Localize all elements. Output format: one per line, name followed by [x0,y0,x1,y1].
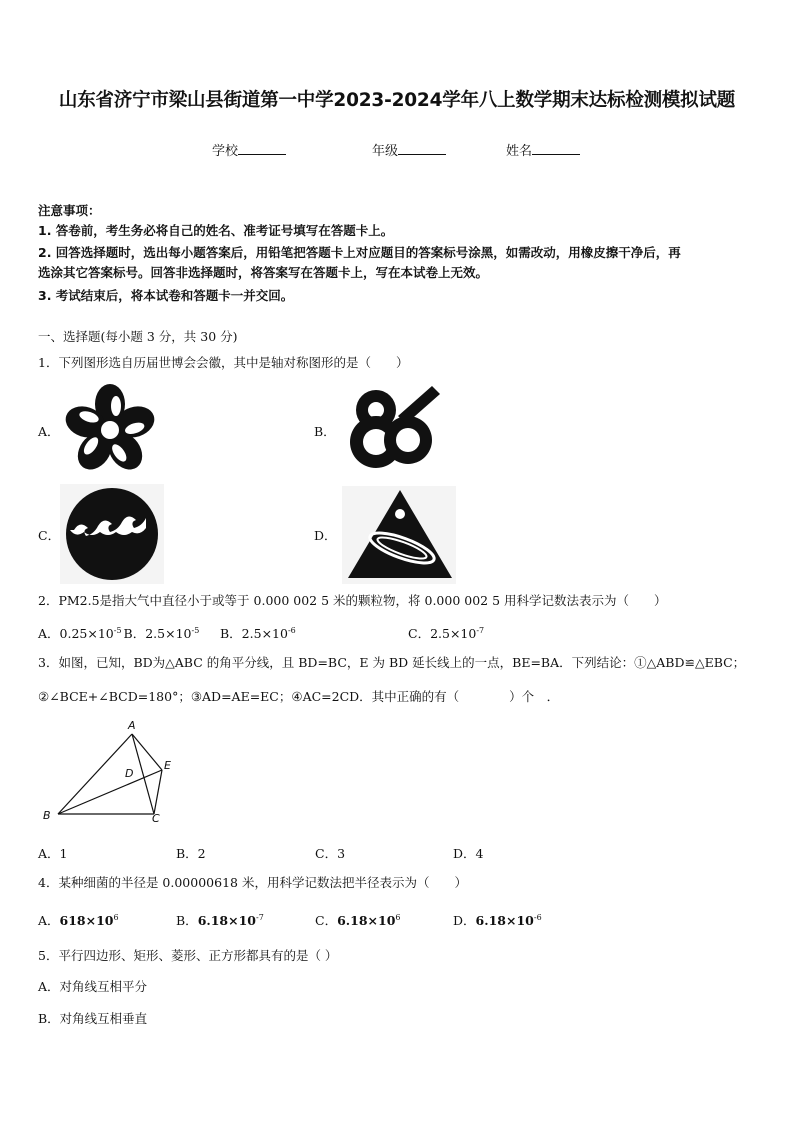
q4-b-base: 6.18×10 [197,913,257,928]
notice-heading: 注意事项： [38,203,101,218]
q4-b-label: B． [176,913,198,928]
label-c: C [152,812,160,825]
section-heading: 一、选择题(每小题 3 分，共 30 分) [38,329,238,344]
triangle-diagram [36,714,186,826]
q5-stem: 5．平行四边形、矩形、菱形、正方形都具有的是（ ） [38,948,338,963]
q4-c-base: 6.18×10 [337,913,396,928]
q3-option-c: C．3 [315,846,346,861]
q2-c-base: C．2.5×10 [408,626,477,641]
q1-option-c: C． [38,528,61,543]
notice-item-2b: 选涂其它答案标号。回答非选择题时，将答案写在答题卡上，写在本试卷上无效。 [38,265,489,280]
q2-option-a [38,624,199,642]
q2-option-c [408,624,484,642]
q4-b-exp: -7 [256,912,264,922]
q3-line-1: 3．如图，已知，BD为△ABC 的角平分线，且 BD=BC，E 为 BD 延长线上的一点，BE=BA．下列结论：①△ABD≌△EBC； [38,655,746,670]
q2-b-base: B．2.5×10 [220,626,288,641]
q4-option-b [176,911,264,929]
segment-be [58,770,162,814]
q2-a-base: A．0.25×10 [38,626,114,641]
wave-logo-icon [60,484,164,584]
q3-option-a: A．1 [38,846,68,861]
q4-d-base: 6.18×10 [475,913,534,928]
name-label: 姓名 [506,144,533,159]
q4-a-label: A． [38,913,60,928]
segment-ab [58,734,132,814]
label-d: D [125,767,134,780]
q2-stem: 2．PM2.5是指大气中直径小于或等于 0.000 002 5 米的颗粒物，将 0.000 002 5 用科学记数法表示为（ ） [38,593,667,608]
page-title: 山东省济宁市梁山县街道第一中学2023-2024学年八上数学期末达标检测模拟试题 [58,90,736,111]
school-blank [238,142,286,155]
q4-option-a [38,911,119,929]
notice-item-2a: 2. 回答选择题时，选出每小题答案后，用铅笔把答题卡上对应题目的答案标号涂黑，如需改动，用橡皮擦干净后，再 [38,245,681,260]
q4-a-base: 618×10 [59,913,114,928]
rings-logo-icon [340,380,445,476]
name-field [506,140,580,159]
q4-option-c [315,911,401,929]
q4-option-d [453,911,542,929]
flower-logo-icon [62,382,158,478]
notice-item-3: 3. 考试结束后，将本试卷和答题卡一并交回。 [38,288,294,303]
q2-a-tail-exp: -5 [191,625,200,635]
q3-line-2: ②∠BCE+∠BCD=180°；③AD=AE=EC；④AC=2CD．其中正确的有（ ）个 ． [38,689,560,704]
q2-option-b [220,624,296,642]
label-e: E [164,759,171,772]
q3-option-d: D．4 [453,846,484,861]
school-field [212,140,286,159]
segment-ac [132,734,154,814]
q4-stem: 4．某种细菌的半径是 0.00000618 米，用科学记数法把半径表示为（ ） [38,875,467,890]
q1-stem: 1．下列图形选自历届世博会会徽，其中是轴对称图形的是（ ） [38,355,409,370]
grade-field [372,140,446,159]
grade-label: 年级 [372,144,399,159]
q4-a-exp: 6 [113,912,119,922]
notice-item-1: 1. 答卷前，考生务必将自己的姓名、准考证号填写在答题卡上。 [38,223,394,238]
segment-ec [154,770,162,814]
q4-d-label: D． [453,913,476,928]
q4-c-label: C． [315,913,338,928]
q2-c-exp: -7 [476,625,485,635]
q3-option-b: B．2 [176,846,206,861]
label-b: B [43,809,51,822]
q1-option-d: D． [314,528,337,543]
q5-option-a: A．对角线互相平分 [38,979,148,994]
q2-a-tail: B．2.5×10 [123,626,192,641]
q4-d-exp: -6 [533,912,542,922]
grade-blank [398,142,446,155]
school-label: 学校 [212,144,239,159]
q2-a-exp: -5 [113,625,122,635]
q1-option-b: B． [314,424,336,439]
label-a: A [128,719,136,732]
q4-c-exp: 6 [395,912,401,922]
q5-option-b: B．对角线互相垂直 [38,1011,148,1026]
name-blank [532,142,580,155]
q1-option-a: A． [38,424,60,439]
triangle-logo-icon [342,486,456,584]
q2-b-exp: -6 [287,625,296,635]
